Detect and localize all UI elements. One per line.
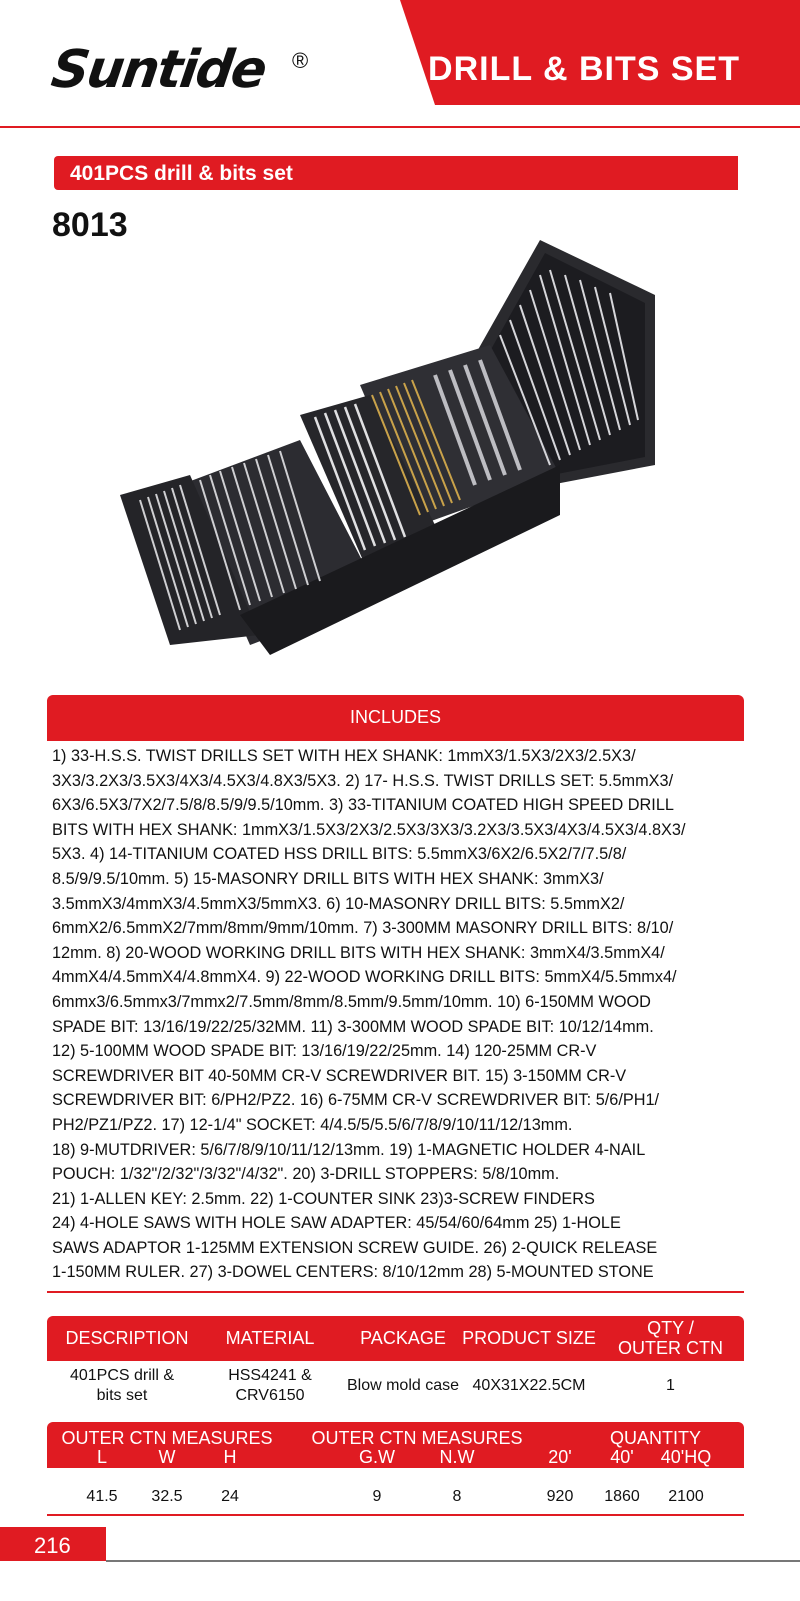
includes-line: 18) 9-MUTDRIVER: 5/6/7/8/9/10/11/12/13mm. 19) 1-MAGNETIC HOLDER 4-NAIL [52,1140,646,1159]
page-number-tab [0,1527,106,1561]
page-number: 216 [34,1533,71,1558]
includes-line: PH2/PZ1/PZ2. 17) 12-1/4" SOCKET: 4/4.5/5/5.5/6/7/8/9/10/11/12/13mm. [52,1115,573,1134]
col-length: L [96,1447,107,1467]
brand-logo: Suntide [47,40,269,100]
cell-width: 32.5 [151,1488,183,1505]
registered-mark: ® [292,48,309,73]
cell-description-line2: bits set [96,1387,148,1404]
includes-header [47,695,744,741]
product-name-bar [54,156,738,190]
includes-line: 24) 4-HOLE SAWS WITH HOLE SAW ADAPTER: 45/54/60/64mm 25) 1-HOLE [52,1214,621,1233]
spec-table-header [47,1316,744,1361]
includes-list [52,744,746,1285]
col-outer-ctn-weights: OUTER CTN MEASURES [311,1428,523,1448]
includes-divider [47,1291,744,1293]
includes-line: SPADE BIT: 13/16/19/22/25/32MM. 11) 3-300MM WOOD SPADE BIT: 10/12/14mm. [52,1017,654,1036]
cell-material-line2: CRV6150 [235,1387,305,1404]
includes-line: POUCH: 1/32"/2/32"/3/32"/4/32". 20) 3-DRILL STOPPERS: 5/8/10mm. [52,1165,560,1184]
col-gross-weight: G.W [359,1447,395,1467]
includes-line: 12) 5-100MM WOOD SPADE BIT: 13/16/19/22/25mm. 14) 120-25MM CR-V [52,1042,597,1061]
includes-line: 4mmX4/4.5mmX4/4.8mmX4. 9) 22-WOOD WORKING DRILL BITS: 5mmX4/5.5mmx4/ [52,968,677,987]
cell-package: Blow mold case [346,1377,460,1394]
col-material: MATERIAL [225,1328,315,1348]
carton-table-header [47,1422,744,1468]
cell-material-line1: HSS4241 & [228,1367,312,1384]
includes-line: SAWS ADAPTOR 1-125MM EXTENSION SCREW GUIDE. 26) 2-QUICK RELEASE [52,1238,658,1257]
col-net-weight: N.W [439,1447,475,1467]
carton-table-row [47,1488,744,1512]
col-product-size: PRODUCT SIZE [462,1328,596,1348]
col-package: PACKAGE [360,1328,446,1348]
includes-line: 6X3/6.5X3/7X2/7.5/8/8.5/9/9.5/10mm. 3) 33-TITANIUM COATED HIGH SPEED DRILL [52,796,674,815]
cell-height: 24 [221,1488,239,1505]
cell-qty: 1 [666,1377,675,1394]
includes-line: 1-150MM RULER. 27) 3-DOWEL CENTERS: 8/10/12mm 28) 5-MOUNTED STONE [52,1263,654,1282]
includes-title: INCLUDES [349,707,442,727]
includes-line: SCREWDRIVER BIT 40-50MM CR-V SCREWDRIVER BIT. 15) 3-150MM CR-V [52,1066,627,1085]
col-qty-line2: OUTER CTN [618,1338,723,1358]
category-title: DRILL & BITS SET [428,50,740,88]
includes-line: 21) 1-ALLEN KEY: 2.5mm. 22) 1-COUNTER SINK 23)3-SCREW FINDERS [52,1189,595,1208]
cell-40hq: 2100 [668,1488,704,1505]
col-description: DESCRIPTION [65,1328,189,1348]
includes-line: 6mmx3/6.5mmx3/7mmx2/7.5mm/8mm/8.5mm/9.5mm/10mm. 10) 6-150MM WOOD [52,992,651,1011]
includes-line: 6mmX2/6.5mmX2/7mm/8mm/9mm/10mm. 7) 3-300MM MASONRY DRILL BITS: 8/10/ [52,919,674,938]
model-number: 8013 [52,206,128,244]
col-outer-ctn-measures: OUTER CTN MEASURES [61,1428,273,1448]
carton-divider [47,1514,744,1516]
col-qty-line1: QTY / [647,1318,694,1338]
includes-line: 1) 33-H.S.S. TWIST DRILLS SET WITH HEX SHANK: 1mmX3/1.5X3/2X3/2.5X3/ [52,747,636,765]
cell-40ft: 1860 [604,1488,640,1505]
cell-net-weight: 8 [452,1488,462,1505]
cell-description-line1: 401PCS drill & [69,1367,175,1384]
product-photo [120,235,680,665]
cell-length: 41.5 [86,1488,118,1505]
col-20ft: 20' [548,1447,572,1467]
col-40ft: 40' [610,1447,634,1467]
includes-line: SCREWDRIVER BIT: 6/PH2/PZ2. 16) 6-75MM CR-V SCREWDRIVER BIT: 5/6/PH1/ [52,1091,660,1110]
page-header [0,0,800,130]
footer-divider [106,1560,800,1562]
includes-line: 12mm. 8) 20-WOOD WORKING DRILL BITS WITH HEX SHANK: 3mmX4/3.5mmX4/ [52,943,665,962]
includes-line: 3.5mmX3/4mmX3/4.5mmX3/5mmX3. 6) 10-MASONRY DRILL BITS: 5.5mmX2/ [52,894,625,913]
col-40hq: 40'HQ [660,1447,712,1467]
includes-line: BITS WITH HEX SHANK: 1mmX3/1.5X3/2X3/2.5X3/3X3/3.2X3/3.5X3/4X3/4.5X3/4.8X3/ [52,820,686,839]
col-width: W [158,1447,176,1467]
cell-gross-weight: 9 [372,1488,382,1505]
includes-line: 8.5/9/9.5/10mm. 5) 15-MASONRY DRILL BITS WITH HEX SHANK: 3mmX3/ [52,869,604,888]
header-divider [0,126,800,128]
cell-product-size: 40X31X22.5CM [472,1377,586,1394]
col-quantity: QUANTITY [609,1428,701,1448]
col-height: H [223,1447,237,1467]
includes-line: 5X3. 4) 14-TITANIUM COATED HSS DRILL BITS: 5.5mmX3/6X2/6.5X2/7/7.5/8/ [52,845,627,864]
cell-20ft: 920 [546,1488,574,1505]
product-name: 401PCS drill & bits set [70,162,293,185]
spec-table-row [47,1361,744,1411]
includes-line: 3X3/3.2X3/3.5X3/4X3/4.5X3/4.8X3/5X3. 2) 17- H.S.S. TWIST DRILLS SET: 5.5mmX3/ [52,771,674,790]
